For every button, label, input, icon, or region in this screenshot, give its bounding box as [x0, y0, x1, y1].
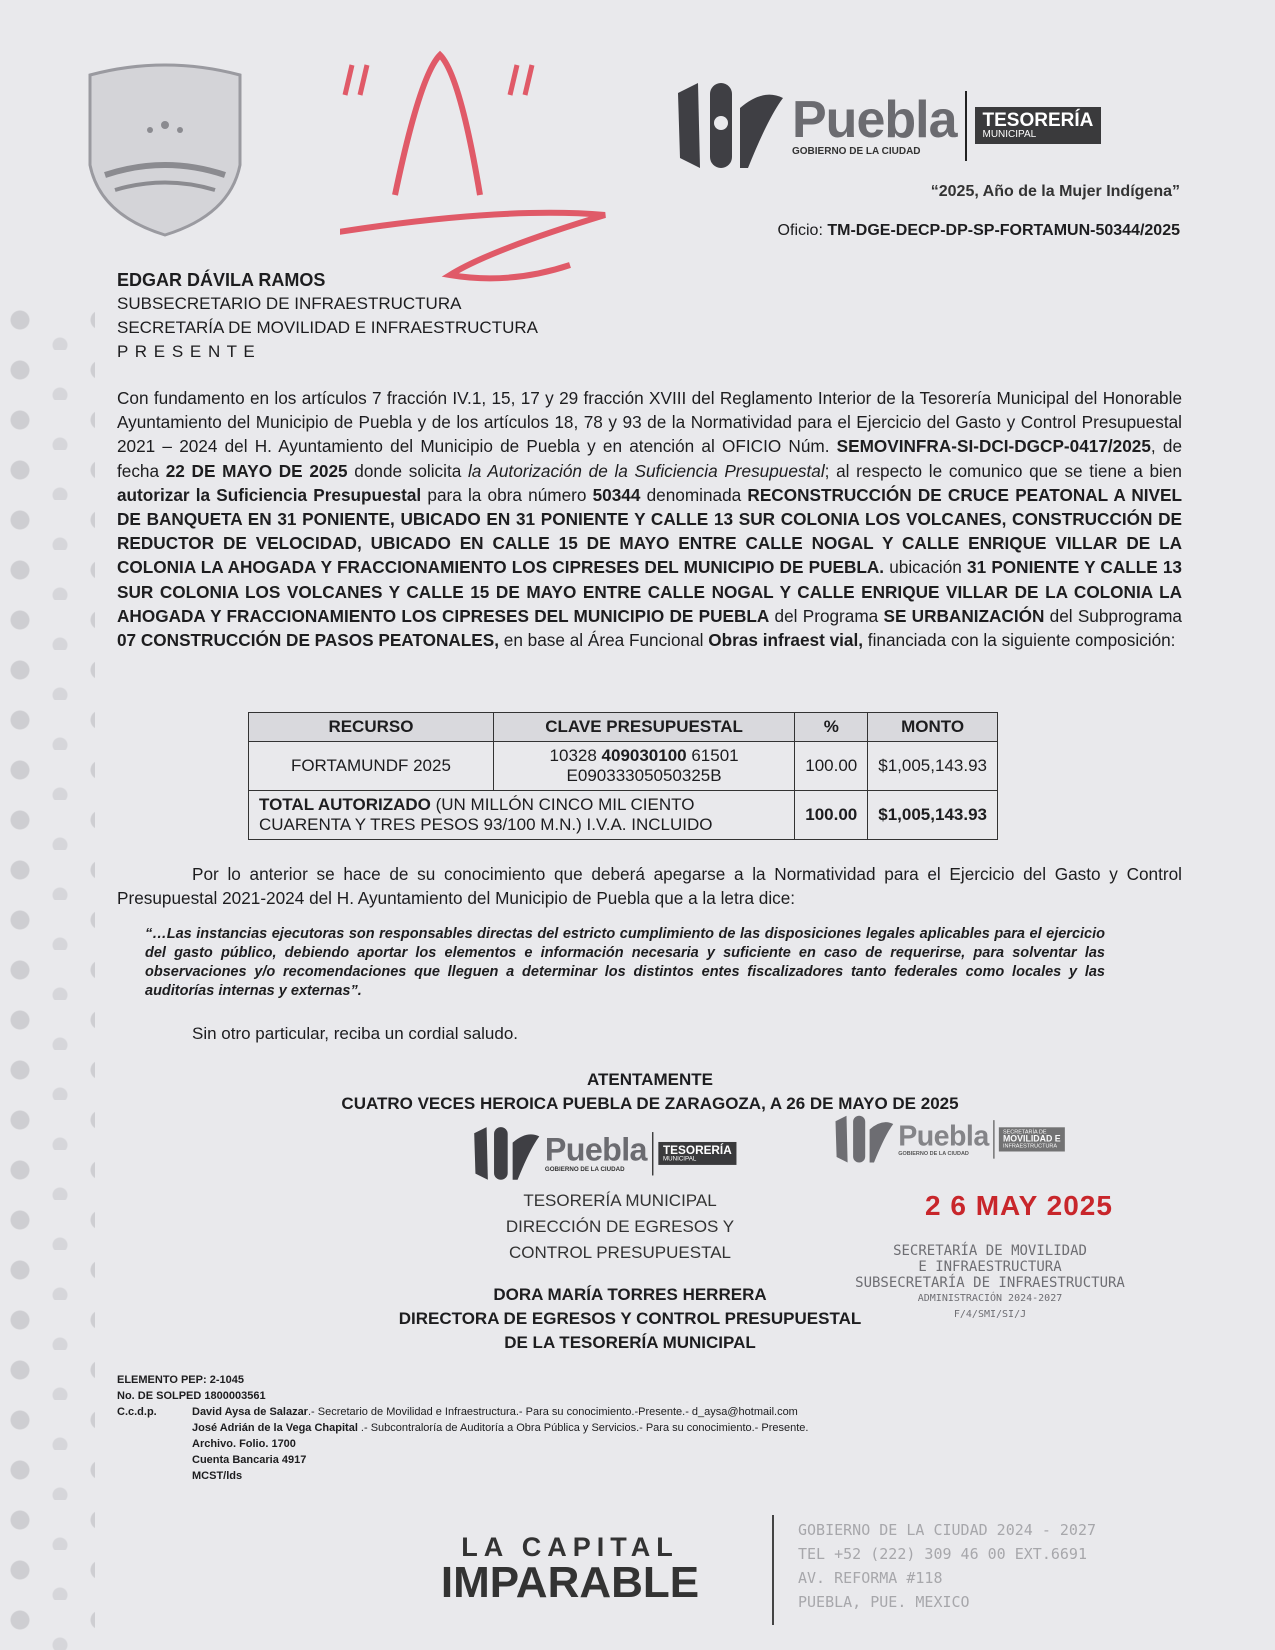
cell-total-monto: $1,005,143.93 [868, 791, 998, 840]
p1-area: Obras infraest vial, [708, 630, 864, 651]
department-name: TESORERÍA [982, 110, 1094, 131]
receipt-l5: F/4/SMI/SI/J [953, 1309, 1027, 1320]
p1-text-c: donde solicita [347, 460, 468, 481]
clave-line2: E09033305050325B [566, 766, 722, 785]
receipt-dept-l3: INFRAESTRUCTURA [1002, 1142, 1058, 1150]
th-clave: CLAVE PRESUPUESTAL [493, 713, 794, 742]
p1-italic: la Autorización de la Suficiencia Presupuestal [467, 460, 825, 481]
th-monto: MONTO [868, 713, 998, 742]
p1-text-h: del Programa [769, 605, 884, 626]
p1-autorizar: autorizar la Suficiencia Presupuestal [117, 484, 422, 505]
p1-denominacion: RECONSTRUCCIÓN DE CRUCE PEATONAL A NIVEL DE BANQUETA EN 31 PONIENTE, UBICADO EN 31 PONIENTE Y CALLE 13 SUR COLONIA LOS VOLCANES, CONSTRUCCIÓN DE REDUCTOR DE VELOCIDAD, UBICADO EN CALLE 15 DE MAYO ENTRE CALLE NOGAL Y CALLE ENRIQUE VILLAR DE LA COLONIA LA AHOGADA Y FRACCIONAMIENTO LOS CIPRESES DEL MUNICIPIO DE PUEBLA. [117, 484, 1182, 578]
signature-brand-separator [652, 1132, 653, 1175]
receipt-stamp-text [820, 1243, 1160, 1323]
brand-sub: GOBIERNO DE LA CIUDAD [792, 146, 921, 157]
oficio-label: Oficio: [777, 222, 823, 239]
handwritten-mark-a [340, 35, 640, 295]
signature-header [300, 1068, 1000, 1116]
side-pattern [0, 300, 95, 1650]
signatory-title1: DIRECTORA DE EGRESOS Y CONTROL PRESUPUESTAL [398, 1309, 862, 1328]
receipt-brand-sub: GOBIERNO DE LA CIUDAD [898, 1150, 969, 1157]
sig-stamp-l2: DIRECCIÓN DE EGRESOS Y [505, 1217, 735, 1236]
p1-subprograma: 07 CONSTRUCCIÓN DE PASOS PEATONALES, [117, 630, 500, 651]
signature-department-name: TESORERÍA [662, 1143, 732, 1157]
handwritten-mark-text: "A" [340, 35, 342, 36]
table-total-row [249, 791, 998, 840]
signatory-title2: DE LA TESORERÍA MUNICIPAL [504, 1333, 756, 1352]
oficio-line [778, 222, 1180, 240]
department-sub: MUNICIPAL [982, 129, 1037, 140]
municipal-seal-icon [80, 55, 250, 240]
signature-department-sub: MUNICIPAL [662, 1155, 697, 1163]
place-date: CUATRO VECES HEROICA PUEBLA DE ZARAGOZA, A 26 DE MAYO DE 2025 [341, 1094, 959, 1113]
p1-programa: SE URBANIZACIÓN [883, 605, 1045, 626]
closing-line: Sin otro particular, reciba un cordial saludo. [192, 1024, 519, 1043]
cell-recurso: FORTAMUNDF 2025 [249, 742, 494, 791]
table-header-row [249, 713, 998, 742]
receipt-logo [830, 1113, 1065, 1165]
footer-contact [798, 1518, 1096, 1614]
cell-clave [493, 742, 794, 791]
puebla-emblem-receipt-icon [830, 1113, 896, 1165]
p1-text-g: ubicación [884, 557, 968, 578]
contact-line3: AV. REFORMA #118 [798, 1569, 943, 1587]
puebla-emblem-icon [668, 78, 788, 173]
archivo: Archivo. Folio. 1700 [192, 1438, 296, 1450]
sig-stamp-l3: CONTROL PRESUPUESTAL [509, 1243, 731, 1262]
cc1-name: David Aysa de Salazar [192, 1406, 308, 1418]
p1-ubicacion: 31 PONIENTE Y CALLE 13 SUR COLONIA LOS VOLCANES Y CALLE 15 DE MAYO ENTRE CALLE NOGAL Y CALLE ENRIQUE VILLAR DE LA COLONIA LA AHOGADA Y FRACCIONAMIENTO LOS CIPRESES DEL MUNICIPIO DE PUEBLA [117, 557, 1182, 626]
clave-part-b: 61501 [686, 746, 739, 765]
signature-stamp [470, 1188, 770, 1266]
addressee-block [117, 268, 538, 364]
clave-part-bold: 409030100 [601, 746, 687, 765]
addressee-presente: P R E S E N T E [117, 342, 256, 361]
year-motto: “2025, Año de la Mujer Indígena” [930, 183, 1180, 200]
paragraph-2 [117, 862, 1182, 910]
p1-fecha: 22 DE MAYO DE 2025 [165, 460, 348, 481]
receipt-dept-l2: MOVILIDAD E [1002, 1134, 1061, 1144]
cell-total-label [249, 791, 795, 840]
th-recurso: RECURSO [249, 713, 494, 742]
p1-text-e: para la obra número [421, 484, 593, 505]
slogan-line1: LA CAPITAL [461, 1532, 679, 1562]
contact-line1: GOBIERNO DE LA CIUDAD 2024 - 2027 [798, 1521, 1097, 1539]
sig-stamp-l1: TESORERÍA MUNICIPAL [523, 1191, 717, 1210]
brand-separator [965, 91, 967, 161]
quote-text: “…Las instancias ejecutoras son responsables directas del estricto cumplimiento de las disposiciones legales aplicables para el ejercicio del gasto público, debiendo aportar los elementos e información necesaria y suficiente en caso de requerirse, para solventar las observaciones y/o recomendaciones que lleguen a determinar los distintos entes fiscalizadores tanto federales como locales y las auditorías internas y externas”. [145, 926, 1105, 999]
footer-separator [772, 1515, 774, 1625]
cell-total-pct: 100.00 [795, 791, 868, 840]
initials: MCST/lds [192, 1470, 243, 1482]
p1-obra-number: 50344 [592, 484, 641, 505]
receipt-date-stamp: 2 6 MAY 2025 [925, 1190, 1113, 1221]
cc1-rest: .- Secretario de Movilidad e Infraestructura.- Para su conocimiento.-Presente.- d_aysa@hotmail.com [307, 1406, 798, 1418]
quote-block [145, 925, 1105, 1001]
p1-text-i: del Subprograma [1044, 605, 1182, 626]
receipt-brand-separator [993, 1120, 994, 1159]
cell-pct: 100.00 [795, 742, 868, 791]
puebla-emblem-small-icon [468, 1124, 542, 1183]
receipt-dept-l1: SECRETARÍA DE [1002, 1128, 1047, 1135]
pep-element: ELEMENTO PEP: 2-1045 [117, 1374, 244, 1386]
signatory [370, 1283, 890, 1355]
p1-text-a: Con fundamento en los artículos 7 fracción IV.1, 15, 17 y 29 fracción XVIII del Reglamento Interior de la Tesorería Municipal del Honorable Ayuntamiento del Municipio de Puebla y de los artículos 18, 78 y 93 de la Normatividad para el Ejercicio del Gasto y Control Presupuestal 2021 – 2024 del H. Ayuntamiento del Municipio de Puebla y en atención al OFICIO Núm. [117, 388, 1182, 457]
brand-word: Puebla [792, 91, 957, 149]
header-logo [668, 78, 1101, 173]
slogan-line2: IMPARABLE [440, 1558, 700, 1607]
p2-text: Por lo anterior se hace de su conocimiento que deberá apegarse a la Normatividad para el Ejercicio del Gasto y Control Presupuestal 2021-2024 del H. Ayuntamiento del Municipio de Puebla que a la letra dice: [117, 864, 1182, 909]
solped-number: No. DE SOLPED 1800003561 [117, 1390, 266, 1402]
p1-text-j: en base al Área Funcional [499, 630, 709, 651]
receipt-l4: ADMINISTRACIÓN 2024-2027 [917, 1293, 1063, 1304]
cc2-rest: .- Subcontraloría de Auditoría a Obra Pública y Servicios.- Para su conocimiento.- Presente. [357, 1422, 809, 1434]
contact-line4: PUEBLA, PUE. MEXICO [798, 1593, 970, 1611]
signature-department-box [658, 1142, 737, 1165]
p1-text-b: , de fecha [117, 436, 1182, 481]
main-paragraph [117, 386, 1182, 652]
signatory-name: DORA MARÍA TORRES HERRERA [493, 1285, 767, 1304]
cc2-name: José Adrián de la Vega Chapital [192, 1422, 358, 1434]
cell-monto: $1,005,143.93 [868, 742, 998, 791]
addressee-title2: SECRETARÍA DE MOVILIDAD E INFRAESTRUCTURA [117, 318, 538, 337]
table-row [249, 742, 998, 791]
footer-slogan [420, 1532, 720, 1607]
receipt-l1: SECRETARÍA DE MOVILIDAD [893, 1243, 1087, 1259]
signature-brand-sub: GOBIERNO DE LA CIUDAD [544, 1166, 625, 1173]
p1-text-k: financiada con la siguiente composición: [863, 630, 1176, 651]
signature-logo [468, 1124, 737, 1183]
total-label-bold: TOTAL AUTORIZADO [259, 795, 431, 814]
p1-oficio-ref: SEMOVINFRA-SI-DCI-DGCP-0417/2025 [836, 436, 1151, 457]
oficio-number: TM-DGE-DECP-DP-SP-FORTAMUN-50344/2025 [827, 222, 1180, 239]
addressee-title1: SUBSECRETARIO DE INFRAESTRUCTURA [117, 294, 462, 313]
addressee-name: EDGAR DÁVILA RAMOS [117, 270, 326, 290]
p1-text-d: ; al respecto le comunico que se tiene a bien [824, 460, 1182, 481]
receipt-dept-box [999, 1127, 1065, 1151]
total-label-rest: (UN MILLÓN CINCO MIL CIENTO CUARENTA Y TRES PESOS 93/100 M.N.) I.V.A. INCLUIDO [259, 795, 713, 834]
budget-table [248, 712, 998, 840]
th-pct: % [795, 713, 868, 742]
cuenta-bancaria: Cuenta Bancaria 4917 [192, 1454, 307, 1466]
ccdp-label: C.c.d.p. [117, 1406, 157, 1418]
receipt-l2: E INFRAESTRUCTURA [918, 1259, 1062, 1275]
p1-text-f: denominada [640, 484, 748, 505]
contact-line2: TEL +52 (222) 309 46 00 EXT.6691 [798, 1545, 1087, 1563]
signature-brand-word: Puebla [544, 1132, 647, 1169]
atentamente: ATENTAMENTE [587, 1070, 713, 1089]
department-box [975, 107, 1102, 144]
footnotes [117, 1372, 1017, 1484]
receipt-l3: SUBSECRETARÍA DE INFRAESTRUCTURA [855, 1275, 1125, 1291]
clave-part-a: 10328 [549, 746, 602, 765]
receipt-brand-word: Puebla [898, 1120, 989, 1153]
